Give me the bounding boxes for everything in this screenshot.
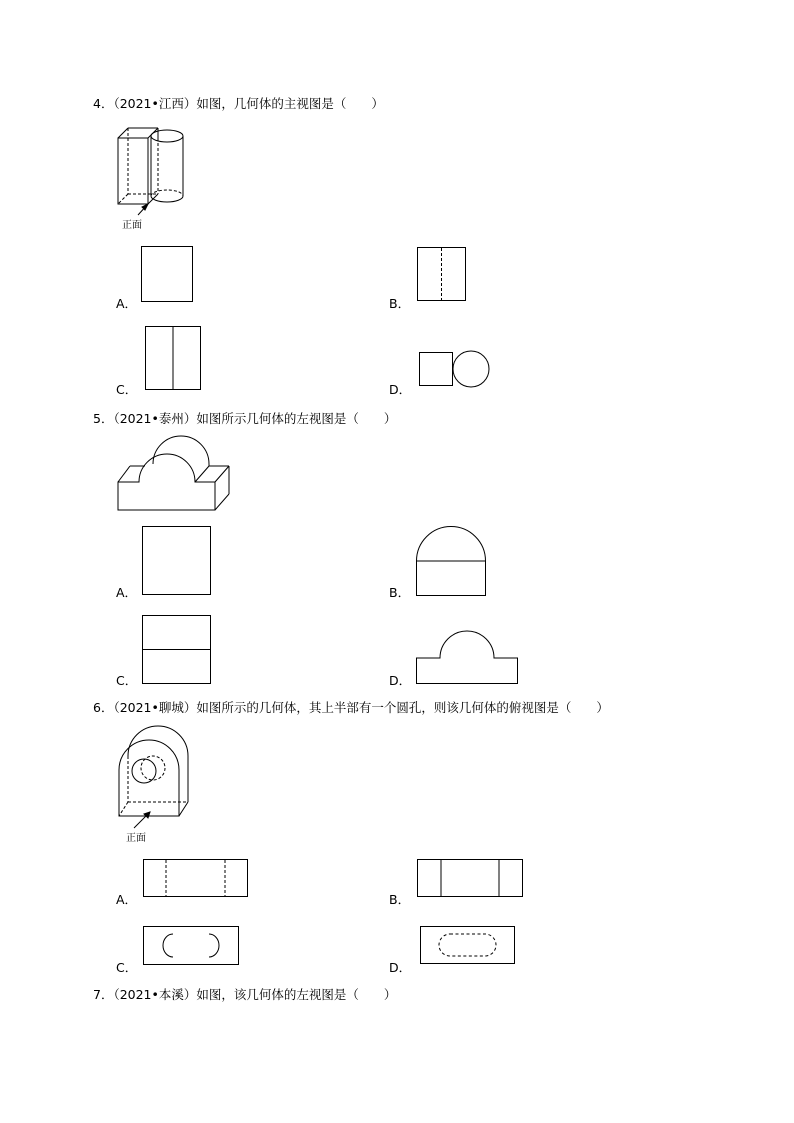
q4-option-d-label[interactable]: D．: [389, 382, 412, 397]
q6-option-a-figure[interactable]: [143, 859, 248, 897]
question-7-text: （2021•本溪）如图，该几何体的左视图是（ ）: [113, 987, 397, 1002]
question-4-number: 4．: [93, 96, 114, 111]
q6-option-d-label[interactable]: D．: [389, 960, 412, 975]
question-6-number: 6．: [93, 700, 114, 715]
question-4: [93, 96, 384, 112]
q6-option-c-figure[interactable]: [143, 926, 239, 965]
question-6: [93, 700, 609, 716]
q4-option-a-label[interactable]: A．: [116, 296, 138, 311]
q4-option-b-label[interactable]: B．: [389, 296, 411, 311]
q4-front-label: 正面: [122, 220, 142, 231]
question-6-text: （2021•聊城）如图所示的几何体，其上半部有一个圆孔，则该几何体的俯视图是（ ）: [113, 700, 609, 715]
q6-option-d-figure[interactable]: [420, 926, 515, 964]
q6-front-label: 正面: [126, 833, 146, 844]
q5-option-b-figure[interactable]: [416, 526, 486, 596]
q5-solid-figure: [117, 438, 247, 516]
q6-solid-figure: [112, 726, 192, 834]
question-7: [93, 987, 396, 1003]
q6-option-a-label[interactable]: A．: [116, 892, 138, 907]
q5-option-b-label[interactable]: B．: [389, 585, 411, 600]
q5-option-d-label[interactable]: D．: [389, 673, 412, 688]
q4-option-a-figure[interactable]: [141, 246, 193, 302]
q4-option-c-label[interactable]: C．: [116, 382, 138, 397]
q6-option-b-label[interactable]: B．: [389, 892, 411, 907]
q6-option-b-figure[interactable]: [417, 859, 523, 897]
question-7-number: 7．: [93, 987, 114, 1002]
q5-option-d-figure[interactable]: [416, 628, 518, 684]
question-5: [93, 411, 396, 427]
q5-option-c-figure[interactable]: [142, 615, 211, 684]
q4-option-b-figure[interactable]: [417, 247, 466, 301]
q4-option-d-figure[interactable]: [419, 350, 492, 388]
q5-option-a-figure[interactable]: [142, 526, 211, 595]
q6-option-c-label[interactable]: C．: [116, 960, 138, 975]
question-5-text: （2021•泰州）如图所示几何体的左视图是（ ）: [113, 411, 397, 426]
question-4-text: （2021•江西）如图，几何体的主视图是（ ）: [113, 96, 384, 111]
q4-option-c-figure[interactable]: [145, 326, 201, 390]
question-5-number: 5．: [93, 411, 114, 426]
q5-option-c-label[interactable]: C．: [116, 673, 138, 688]
q5-option-a-label[interactable]: A．: [116, 585, 138, 600]
